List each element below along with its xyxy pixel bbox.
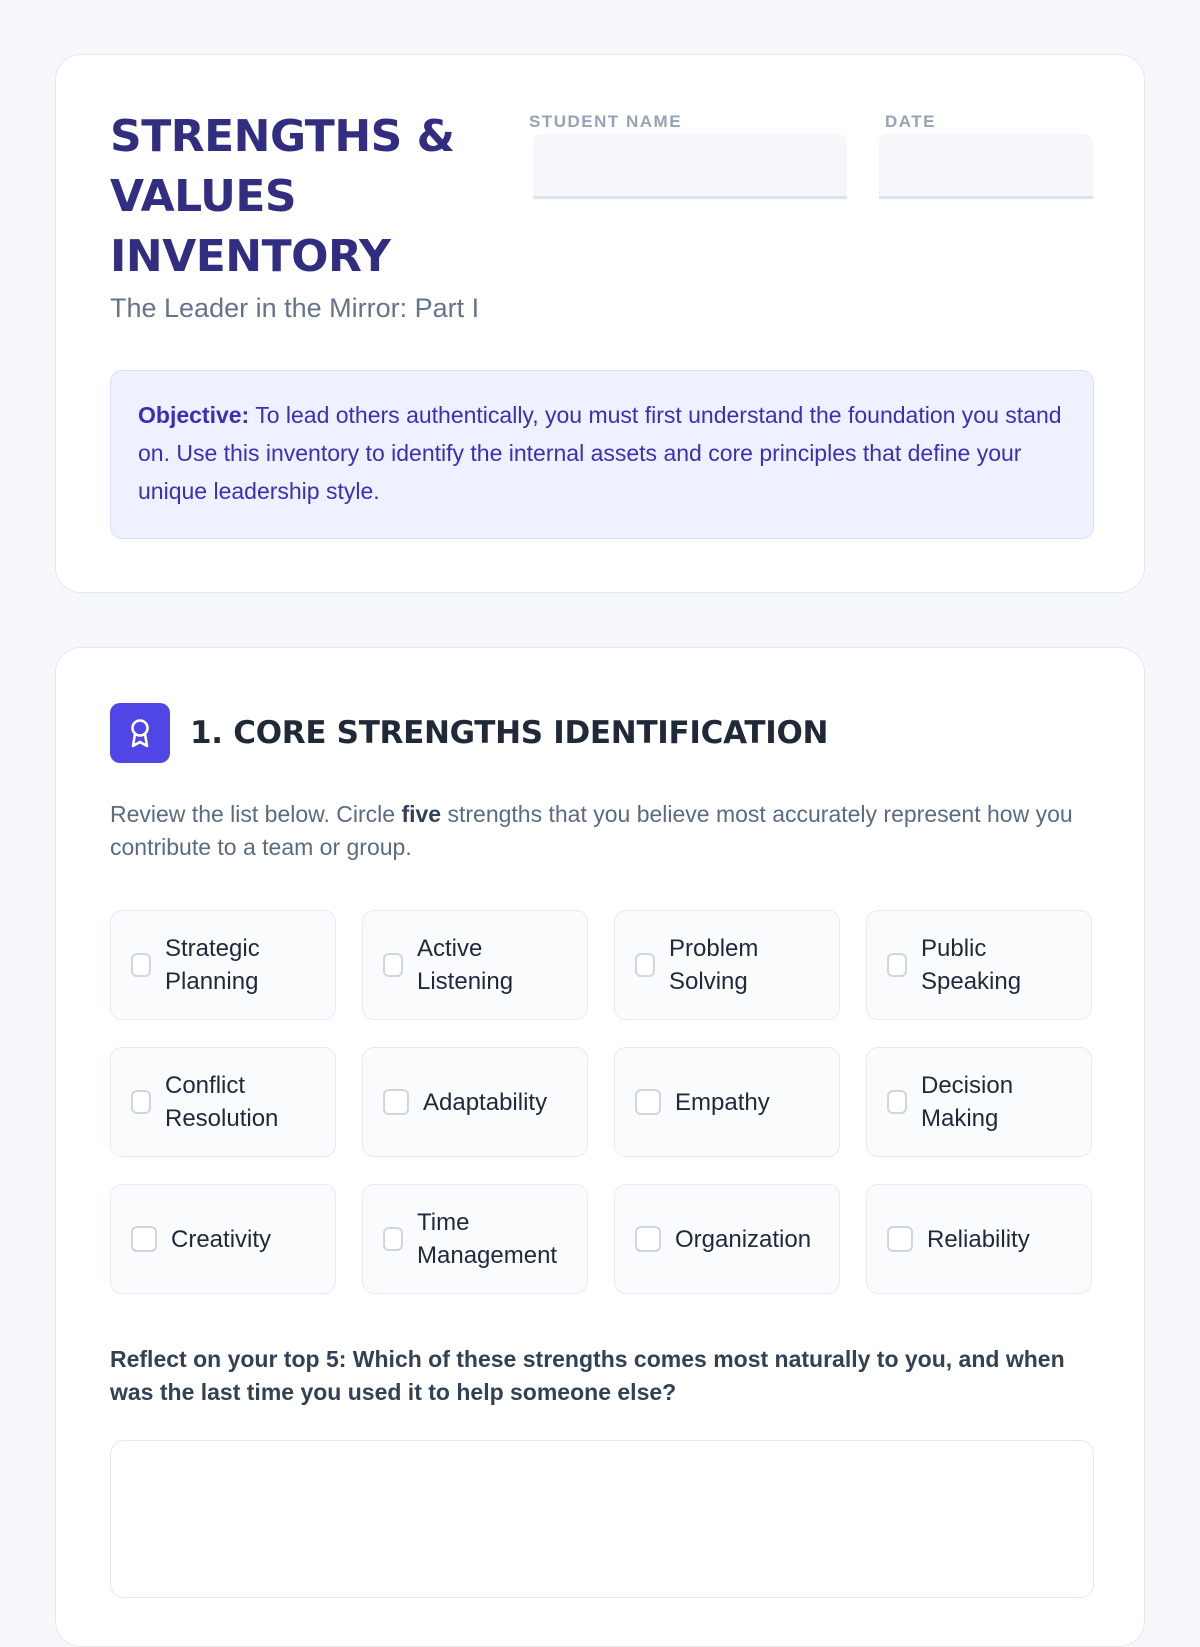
date-field[interactable] <box>879 134 1093 199</box>
strength-label: Strategic Planning <box>165 935 260 995</box>
strength-label: Decision Making <box>921 1072 1014 1132</box>
core-strengths-card <box>55 647 1145 1647</box>
page-subtitle: The Leader in the Mirror: Part I <box>110 293 480 323</box>
checkbox[interactable] <box>635 1089 661 1115</box>
instructions-text: Review the list below. Circle <box>110 801 402 827</box>
strength-label: Problem Solving <box>669 935 759 995</box>
student-name-label: STUDENT NAME <box>529 112 683 131</box>
objective-text: To lead others authentically, you must first understand the foundation you stand on. Use this inventory to identify the internal assets and core principles that define your unique leadership style. <box>138 402 1062 504</box>
date-label: DATE <box>885 112 937 131</box>
reflection-answer-field[interactable] <box>110 1440 1094 1598</box>
checkbox[interactable] <box>383 1227 403 1251</box>
reflection-prompt: Reflect on your top 5: Which of these strengths comes most naturally to you, and when was the last time you used it to help someone else? <box>110 1346 1065 1405</box>
checkbox[interactable] <box>131 953 151 977</box>
checkbox[interactable] <box>635 953 655 977</box>
strength-label: Conflict Resolution <box>165 1072 279 1132</box>
objective-label: Objective: <box>138 402 250 428</box>
strength-option[interactable] <box>614 1184 840 1294</box>
objective-box <box>110 370 1094 539</box>
strength-option[interactable] <box>614 910 840 1020</box>
strengths-grid <box>110 910 1094 1294</box>
strength-label: Time Management <box>417 1209 558 1269</box>
strength-option[interactable] <box>614 1047 840 1157</box>
strength-label: Organization <box>675 1225 812 1253</box>
strength-label: Adaptability <box>423 1088 548 1116</box>
checkbox[interactable] <box>635 1226 661 1252</box>
strength-label: Active Listening <box>417 935 514 995</box>
strength-option[interactable] <box>866 1184 1092 1294</box>
strength-option[interactable] <box>110 1047 336 1157</box>
award-ribbon-icon <box>110 703 170 763</box>
checkbox[interactable] <box>131 1226 157 1252</box>
strength-option[interactable] <box>362 1047 588 1157</box>
strength-option[interactable] <box>110 1184 336 1294</box>
strength-label: Empathy <box>675 1088 770 1116</box>
student-name-field[interactable] <box>533 134 847 199</box>
strength-label: Reliability <box>927 1225 1030 1253</box>
checkbox[interactable] <box>887 1226 913 1252</box>
strength-option[interactable] <box>362 910 588 1020</box>
checkbox[interactable] <box>383 1089 409 1115</box>
strength-label: Public Speaking <box>921 935 1022 995</box>
checkbox[interactable] <box>887 953 907 977</box>
strength-option[interactable] <box>362 1184 588 1294</box>
page-title: STRENGTHS & VALUES INVENTORY <box>110 111 455 282</box>
strength-option[interactable] <box>110 910 336 1020</box>
strength-label: Creativity <box>171 1225 272 1253</box>
section-title: 1. CORE STRENGTHS IDENTIFICATION <box>190 715 829 751</box>
strength-option[interactable] <box>866 1047 1092 1157</box>
strength-option[interactable] <box>866 910 1092 1020</box>
checkbox[interactable] <box>131 1090 151 1114</box>
instructions-emphasis: five <box>401 801 442 827</box>
header-card <box>55 54 1145 593</box>
checkbox[interactable] <box>887 1090 907 1114</box>
section-instructions <box>110 798 1080 864</box>
instructions-text-cont: strengths that you believe most accurately represent how you contribute to a team or group. <box>110 801 1073 860</box>
checkbox[interactable] <box>383 953 403 977</box>
